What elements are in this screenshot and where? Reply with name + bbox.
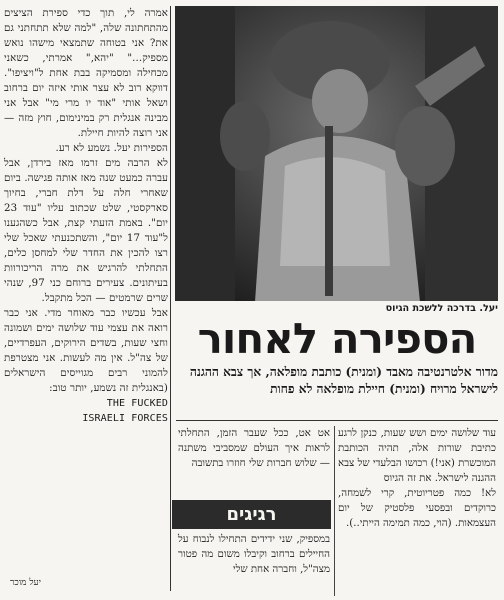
- right-paragraph-2: לא! כמה פטריוטית, קרי לשמחה, כרוקדים ובפסעי פלסטיק של יום העצמאות. (הוי, כמה תמימה הייתי..).: [338, 488, 496, 529]
- right-paragraph-1: עוד שלושה ימים ושש שעות, כנקן לרגע כתיבת שורות אלה, תהיה הכותבת המוכשרת (אני!) רכושו הבלעדי של צבא ההגנה לישראל. את זה הגיוס: [338, 428, 496, 484]
- middle-article-column: [178, 426, 330, 496]
- left-paragraph-3: לא הרבה מים זרמו מאז בירדן, אבל עברה כמעט שנה מאז אותה פגישה. ביום שאחרי חלה על דלת חברי, בחיוך סארקסטי, שלט שכתוב עליו "עוד 23 יום". באמת הזעתי קצת, אבל כשהגענו ל"עוד 17 יום", והשתכנעתי שאכל שלי רצו להכין את החדר שלי למחסן כלים, התחלתי להרגיש את מרה הריכורוות בעיתונים. צעירים ברוחם כני 97, שנהי שרים שרמטים — הכל מתקבל.: [4, 158, 168, 304]
- left-article-column: [4, 6, 168, 566]
- left-paragraph-1: אמרה לי, תוך כדי ספירת הציצים מהתחתונה שלה, "למה שלא תתחתני גם את? אני בטוחה שתמצאי מישהו נואש מספיק..." "יהא," אמרתי, כשאני מכחילה ומסמיקה בבת אחת ל"ויציפו". דווקא רוב לא עצר אותי איזה יום ברחוב ושאל אותי "אוד יו מרי מי" אבל אני מבינה אנגלית רק במינימום, חוץ מזה — אני רוצה להיות חיילת.: [4, 8, 168, 139]
- english-line-2: ISRAELI FORCES: [82, 413, 168, 424]
- photo-illustration: [175, 6, 498, 302]
- article-subheading: מדור אלטרנטיבה מאבד (ומנית) כותבת מופלאה, אך צבא ההגנה לישראל מרויח (ומנית) חיילת מופלאה לא פחות: [189, 365, 498, 396]
- column-divider-2: [334, 426, 335, 596]
- author-byline: יעל מוכר: [10, 578, 41, 588]
- soldier-photo: [175, 6, 498, 302]
- column-divider: [170, 6, 171, 591]
- photo-caption: יעל. בדרכה ללשכת הגיוס: [175, 301, 498, 317]
- section-banner: רגיגים: [172, 500, 331, 529]
- horizontal-divider: [176, 420, 498, 421]
- article-headline: הספירה לאחור: [197, 316, 477, 362]
- english-line-1: THE FUCKED: [106, 398, 168, 409]
- middle-paragraph-2: במספיק, שני ידידים התחילו לנבוח על החיילים ברחוב וקיבלו משום מה פטור מצה"ל, וחברה אחת שלי: [178, 534, 330, 575]
- middle-article-column-lower: [178, 532, 330, 598]
- right-article-column: [338, 426, 496, 596]
- left-paragraph-2: הספירות יעל. נשמע לא רע.: [55, 143, 168, 154]
- left-paragraph-4: אבל עכשיו כבר מאוחר מדי. אני כבר רואה את עצמי עוד שלושה ימים ושמונה וחצי שעות, בשדים הירוקים, העפרדיים, של צה"ל. אין מה לעשות. אני מצטרפת להמוני רבים מגוייסים הישראלים (באנגלית זה נשמע, יותר טוב:: [4, 308, 168, 394]
- middle-paragraph-1: אט אט, ככל שעבר הזמן, התחלתי לראות איך העולם שמסביבי משתנה — שלוש חברות שלי חוזרו בתשובה: [178, 428, 330, 469]
